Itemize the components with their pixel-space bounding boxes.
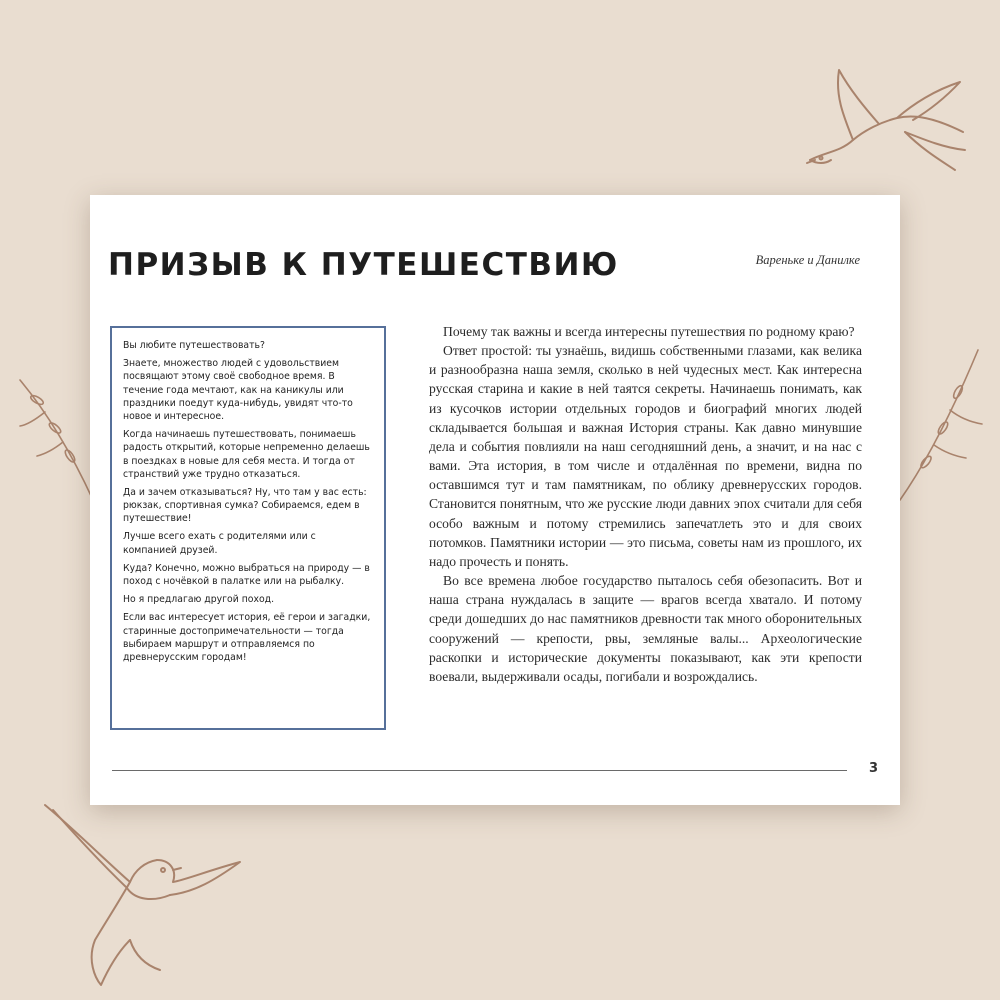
main-text xyxy=(429,322,862,686)
page-title: ПРИЗЫВ К ПУТЕШЕСТВИЮ xyxy=(108,247,619,283)
willow-branch-icon xyxy=(898,340,988,520)
page-number: 3 xyxy=(868,761,878,776)
willow-branch-icon xyxy=(15,370,95,510)
dedication: Вареньке и Данилке xyxy=(755,253,860,267)
sidebar-paragraph: Знаете, множество людей с удовольствием посвящают этому своё свободное время. В течение года мечтают, как на каникулы или праздники поедут куда-нибудь, увидят что-то новое и интересное. xyxy=(123,358,353,422)
sidebar-box xyxy=(110,326,386,730)
body-paragraph: Во все времена любое государство пыталось себя обезопасить. Вот и наша страна нуждалась в защите — врагов всегда хватало. И потому среди дошедших до нас памятников древности так много оборонительных сооружений — крепости, рвы, земляные валы... Археологические раскопки и исторические документы показывают, как эти крепости воевали, выдерживали осады, погибали и возрождались. xyxy=(429,573,862,684)
book-page xyxy=(90,195,900,805)
body-paragraph: Почему так важны и всегда интересны путешествия по родному краю? xyxy=(443,324,855,339)
body-paragraph: Ответ простой: ты узнаёшь, видишь собственными глазами, как велика и разнообразна наша земля, сколько в ней чудесных мест. Как интересна русская старина и какие в ней таятся секреты. Начинаешь понимать, как из кусочков истории отдельных городов и биографий многих людей складывается большая и важная История страны. Как давно минувшие дела и события повлияли на наш сегодняшний день, а значит, и на нас с вами. Эта история, в том числе и отдалённая по времени, видна по оставшимся тут и там памятникам, по облику древнерусских городов. Становится понятным, что же русские люди давних эпох считали для себя особо важным и потому стремились запечатлеть это и для своих потомков. Памятники истории — это письма, советы нам из прошлого, их надо прочесть и понять. xyxy=(429,343,862,569)
sidebar-paragraph: Вы любите путешествовать? xyxy=(123,340,265,351)
sidebar-paragraph: Да и зачем отказываться? Ну, что там у вас есть: рюкзак, спортивная сумка? Собираемся, едем в путешествие! xyxy=(123,486,367,525)
swallow-bird-icon xyxy=(795,60,975,180)
sidebar-paragraph: Если вас интересует история, её герои и загадки, старинные достопримечательности — тогда выбираем маршрут и отправляемся по древнерусским городам! xyxy=(123,612,371,663)
swallow-bird-icon xyxy=(35,800,245,990)
sidebar-paragraph: Куда? Конечно, можно выбраться на природу — в поход с ночёвкой в палатке или на рыбалку. xyxy=(123,562,370,587)
sidebar-paragraph: Но я предлагаю другой поход. xyxy=(123,594,275,606)
sidebar-paragraph: Лучше всего ехать с родителями или с компанией друзей. xyxy=(123,531,316,556)
sidebar-paragraph: Когда начинаешь путешествовать, понимаешь радость открытий, которые непременно делаешь в поездках в новые для себя места. И тогда от странствий уже трудно отказаться. xyxy=(123,429,370,480)
footer-rule xyxy=(112,770,847,771)
